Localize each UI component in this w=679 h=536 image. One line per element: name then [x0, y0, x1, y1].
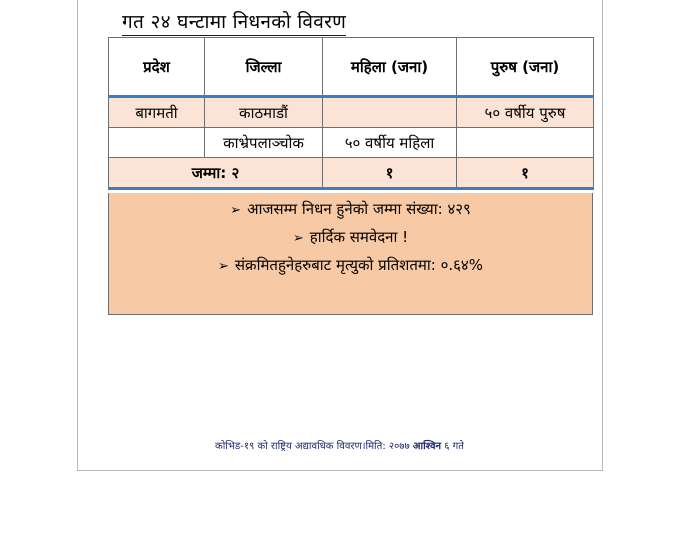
total-label: जम्मा: २ [109, 158, 323, 189]
header-female: महिला (जना) [323, 38, 457, 97]
cell-female: ५० वर्षीय महिला [323, 128, 457, 158]
total-male: १ [457, 158, 594, 189]
total-female: १ [323, 158, 457, 189]
page-title: गत २४ घन्टामा निधनको विवरण [122, 8, 346, 36]
footer-caption [0, 438, 679, 452]
summary-item-condolence [109, 224, 592, 252]
footer-month: आश्विन [412, 441, 442, 452]
footer-text: कोभिड-१९ को राष्ट्रिय अद्यावधिक विवरण।मिति: २०७७ [215, 441, 410, 452]
arrow-bullet-icon: ➢ [218, 259, 229, 274]
table-row [109, 128, 594, 158]
deaths-table [108, 37, 593, 190]
cell-province [109, 128, 205, 158]
arrow-bullet-icon: ➢ [230, 203, 242, 218]
cell-province: बागमती [109, 97, 205, 128]
header-province: प्रदेश [109, 38, 205, 97]
page-border-right [602, 0, 603, 471]
page-border-left [77, 0, 78, 471]
cell-male [457, 128, 594, 158]
cell-district: काठमाडौं [205, 97, 323, 128]
table-row [109, 97, 594, 128]
cell-male: ५० वर्षीय पुरुष [457, 97, 594, 128]
summary-item-death-rate [109, 252, 592, 280]
summary-text: हार्दिक समवेदना ! [309, 228, 409, 246]
page-border-bottom [77, 470, 603, 471]
table-total-row [109, 158, 594, 189]
summary-item-total-deaths [109, 196, 592, 224]
cell-district: काभ्रेपलाञ्चोक [205, 128, 323, 158]
header-district: जिल्ला [205, 38, 323, 97]
header-male: पुरुष (जना) [457, 38, 594, 97]
arrow-bullet-icon: ➢ [292, 231, 304, 246]
summary-text: आजसम्म निधन हुनेको जम्मा संख्या: ४२९ [247, 200, 471, 218]
table-header-row [109, 38, 594, 97]
cell-female [323, 97, 457, 128]
summary-box [108, 193, 593, 315]
footer-day: ६ गते [444, 441, 464, 452]
summary-text: संक्रमितहुनेहरुबाट मृत्युको प्रतिशतमा: ०.६४% [234, 256, 483, 274]
